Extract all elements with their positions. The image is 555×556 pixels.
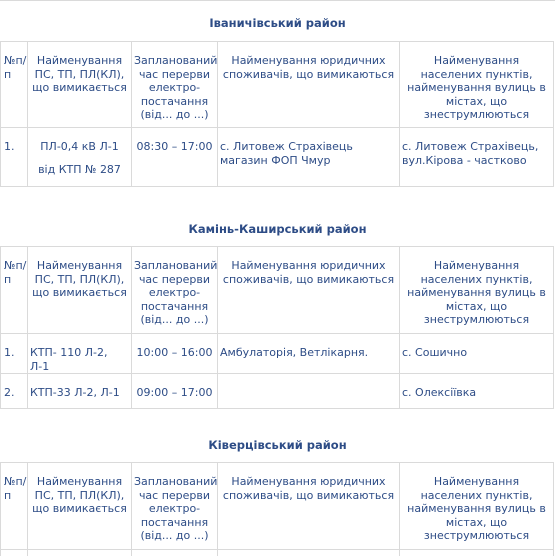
row-consumers: с. Литовеж Страхівець магазин ФОП Чмур [218, 128, 400, 187]
region-title-ivanychi: Іваничівський район [209, 16, 346, 30]
row-settlements: с. Сошично [400, 334, 554, 374]
row-object: КТП- 110 Л-2, Л-1 [28, 334, 132, 374]
empty-cell [218, 550, 400, 556]
row-num: 2. [1, 374, 28, 409]
header-settlements: Найменування населених пунктів, найменування вулиць в містах, що знеструмлюються [400, 42, 554, 128]
table-header-row [1, 463, 554, 550]
header-num: №п/п [1, 463, 28, 550]
row-object: КТП-33 Л-2, Л-1 [28, 374, 132, 409]
header-object: Найменування ПС, ТП, ПЛ(КЛ), що вимикається [28, 463, 132, 550]
region-title-kivertsi: Ківерцівський район [208, 438, 347, 452]
row-object [28, 128, 132, 187]
outage-table-kamin-kashyrskyi [0, 246, 554, 409]
header-object: Найменування ПС, ТП, ПЛ(КЛ), що вимикається [28, 42, 132, 128]
table-row [1, 374, 554, 409]
header-num: №п/п [1, 247, 28, 334]
table-row [1, 550, 554, 556]
row-object-sub: від КТП № 287 [38, 162, 121, 176]
empty-cell [28, 550, 132, 556]
header-time: Запланований час перерви електро-постачання (від... до ...) [132, 42, 218, 128]
row-time: 09:00 – 17:00 [132, 374, 218, 409]
header-consumers: Найменування юридичних споживачів, що вимикаються [218, 247, 400, 334]
header-settlements: Найменування населених пунктів, найменування вулиць в містах, що знеструмлюються [400, 247, 554, 334]
header-consumers: Найменування юридичних споживачів, що вимикаються [218, 42, 400, 128]
row-num: 1. [1, 128, 28, 187]
table-header-row [1, 42, 554, 128]
header-object: Найменування ПС, ТП, ПЛ(КЛ), що вимикається [28, 247, 132, 334]
empty-cell [1, 550, 28, 556]
header-time: Запланований час перерви електро-постачання (від... до ...) [132, 247, 218, 334]
top-border [0, 0, 555, 1]
empty-cell [132, 550, 218, 556]
row-num: 1. [1, 334, 28, 374]
table-row [1, 128, 554, 187]
empty-cell [400, 550, 554, 556]
header-settlements: Найменування населених пунктів, найменування вулиць в містах, що знеструмлюються [400, 463, 554, 550]
outage-table-kivertsi [0, 462, 554, 556]
row-settlements: с. Литовеж Страхівець, вул.Кірова - частково [400, 128, 554, 187]
outage-table-ivanychi [0, 41, 554, 187]
table-row [1, 334, 554, 374]
header-num: №п/п [1, 42, 28, 128]
row-object-line: ПЛ-0,4 кВ Л-1 [40, 140, 119, 153]
region-title-kamin-kashyrskyi: Камінь-Каширський район [188, 222, 367, 236]
row-consumers [218, 374, 400, 409]
row-settlements: с. Олексіївка [400, 374, 554, 409]
header-consumers: Найменування юридичних споживачів, що вимикаються [218, 463, 400, 550]
row-consumers: Амбулаторія, Ветлікарня. [218, 334, 400, 374]
table-header-row [1, 247, 554, 334]
row-time: 10:00 – 16:00 [132, 334, 218, 374]
header-time: Запланований час перерви електро-постачання (від... до ...) [132, 463, 218, 550]
row-time: 08:30 – 17:00 [132, 128, 218, 187]
